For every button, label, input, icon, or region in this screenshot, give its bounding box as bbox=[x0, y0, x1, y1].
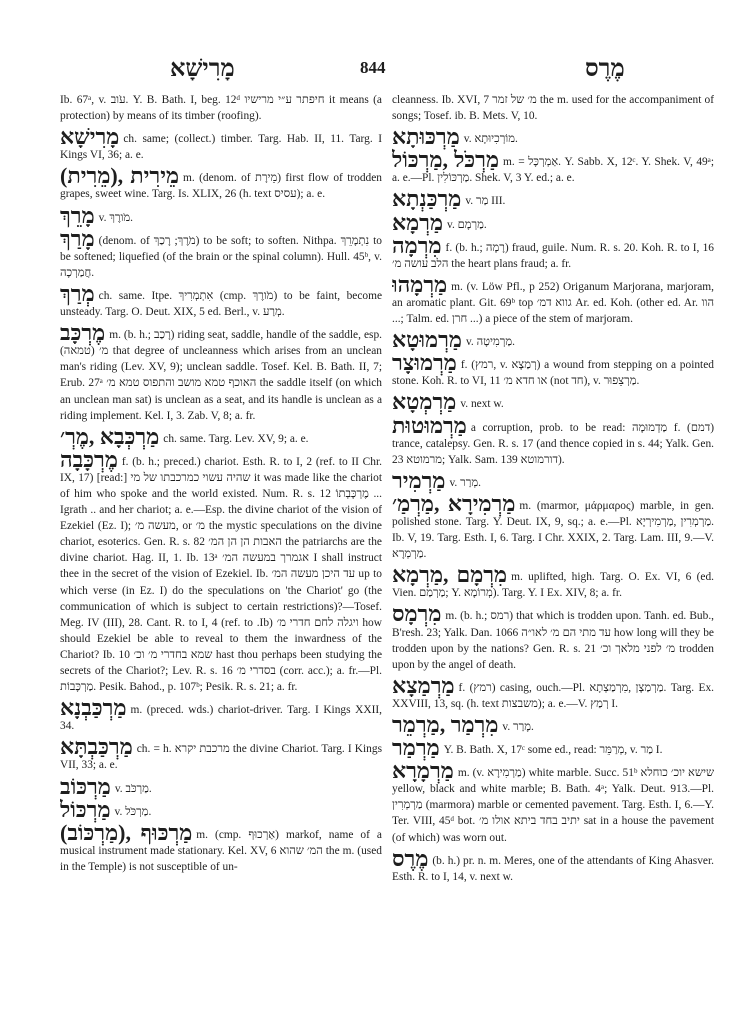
entry-text: v. מְרַר. bbox=[449, 476, 481, 489]
entry-text: v. next w. bbox=[460, 398, 504, 411]
entry-text: (denom. of מֹרֶךְ; רָכַךְ) to be soft; to soften. Nithpa. נִתְמָרֵךְ to be softened; liquefied (of the brain or the spinal column). Hull. 45ᵇ, v. חֲמַרְכָה. bbox=[60, 234, 382, 279]
dictionary-entry bbox=[392, 601, 714, 672]
entry-headword: מָרִישָׁא bbox=[60, 124, 120, 150]
entry-headword: מְרַךְ bbox=[60, 280, 95, 306]
dictionary-entry bbox=[392, 758, 714, 845]
dictionary-entry bbox=[60, 92, 382, 124]
dictionary-entry bbox=[60, 163, 382, 202]
entry-headword: מִרְמָם ,מַרְמָא bbox=[392, 562, 508, 588]
entry-text: ch. = h. מרכבת יקרא the divine Chariot. Targ. I Kings VII, 33; a. e. bbox=[60, 743, 382, 772]
right-column bbox=[392, 92, 714, 997]
entry-headword: מַרְמָהוּ bbox=[392, 271, 448, 297]
dictionary-entry bbox=[392, 735, 714, 761]
left-column bbox=[60, 92, 382, 997]
page-number: 844 bbox=[360, 58, 386, 77]
entry-text: v. מַרְמִיטָה. bbox=[465, 336, 515, 349]
entry-text: cleanness. Ib. XVI, 7 מ׳ של זמר the m. used for the accompaniment of songs; Tosef. ib. B. Mets. V, 10. bbox=[392, 94, 714, 123]
entry-text: v. מַרְמָם. bbox=[447, 218, 487, 231]
dictionary-entry bbox=[392, 672, 714, 712]
entry-headword: מָרֵךְ bbox=[60, 202, 95, 228]
header-right-guide-word: מֶרֶס bbox=[585, 56, 625, 82]
dictionary-entry bbox=[60, 202, 382, 228]
dictionary-entry bbox=[60, 225, 382, 281]
entry-text: m. (marmor, μάρμαρος) marble, in gen. polished stone. Targ. Y. Deut. IX, 9, sq.; a. e.—Pl. מַרְמְרִין ,מַרְמִירְיָא. Ib. V, 19. Targ. Esth. I, 6. Targ. I Chr. XXIX, 2. Targ. Lam. III, 9.—V. מַרְמְרָא. bbox=[392, 499, 714, 561]
dictionary-entry bbox=[392, 562, 714, 601]
entry-text: v. מֹורֶךְ. bbox=[98, 211, 134, 224]
entry-text: m. (cmp. אַרְכוּף) markof, name of a musical instrument made stationary. Kel. XV, 6 המ׳ שהוא the m. (used in the Temple) is not susceptible of un- bbox=[60, 828, 382, 873]
header-left-guide-word: מָרִישָׁא bbox=[170, 56, 235, 82]
entry-text: m. (b. h.; רָכַב) riding seat, saddle, handle of the saddle, esp. מ׳ (טמאה) that degree of uncleanness which arises from an unclean man's riding (Lev. XV, 9); unclean saddle. Tosef. Kel. B. Bath. II, 7; Erub. 27ᵃ האוכף טמא מושב והתפוס טמא מ׳ the saddle itself (on which an unclean man sat) is unclean as a seat, and its handle is unclean as a riding implement. Kel. I, 3. Zab. V, 8; a. fr. bbox=[60, 329, 382, 422]
entry-text: m. uplifted, high. Targ. O. Ex. VI, 6 (ed. Vien. מַרְמַם; Y. מְרוֹמָא). Targ. Y. I Ex. XIV, 8; a. fr. bbox=[392, 571, 714, 600]
dictionary-entry bbox=[392, 124, 714, 150]
entry-headword: מַרְמַר bbox=[392, 735, 440, 761]
dictionary-entry bbox=[60, 695, 382, 734]
entry-text: Y. B. Bath. X, 17ᶜ some ed., read: מְרַמֵּר, v. מַר I. bbox=[443, 744, 663, 757]
dictionary-entry bbox=[60, 446, 382, 695]
entry-headword: מַרְכַּבְתָּא bbox=[60, 734, 133, 760]
dictionary-entry bbox=[392, 92, 714, 124]
entry-headword: מֶרְכָּבָה bbox=[60, 446, 118, 472]
entry-text: m. (b. h.; רמס) that which is trodden upon. Tanh. ed. Bub., B'resh. 23; Yalk. Dan. 1066 עד מתי הם מ׳ לאו״ה how long will they be trodden upon by the nations? Gen. R. s. 21 מ׳ לפני מלאך וכ׳ trodden upon by the angel of death. bbox=[392, 610, 714, 671]
dictionary-entry bbox=[392, 712, 714, 737]
entry-text: ch. same; (collect.) timber. Targ. Hab. II, 11. Targ. I Kings VI, 36; a. e. bbox=[60, 133, 382, 162]
dictionary-entry bbox=[392, 412, 714, 468]
entry-text: Ib. 67ᵃ, v. עֹוב. Y. B. Bath. I, beg. 12ᵈ חיפתר ע״י מרישיו it means (a protection) by means of its timber (roofing). bbox=[60, 94, 382, 123]
dictionary-entry bbox=[60, 819, 382, 875]
entry-headword: מַרְכּוֹל bbox=[60, 796, 111, 822]
entry-headword: מַרְמָרָא bbox=[392, 758, 454, 784]
entry-text: ch. same. Targ. Lev. XV, 9; a. e. bbox=[163, 432, 309, 445]
entry-headword: מֶרְכָּב bbox=[60, 320, 106, 346]
entry-text: m. (v. Löw Pfl., p 252) Origanum Marjorana, marjoram, an aromatic plant. Git. 69ᵇ top גווא דמ׳ Ar. ed. Koh. (other ed. Ar. הוו ...; Talm. ed. חרן ...) a piece of the stem of marjoram. bbox=[392, 280, 714, 326]
dictionary-entry bbox=[392, 271, 714, 327]
dictionary-entry bbox=[60, 773, 382, 799]
entry-headword: מַרְכֹּל ,מַרְכּוֹל bbox=[392, 147, 500, 173]
entry-headword: מָרַךְ bbox=[60, 225, 95, 251]
dictionary-entry bbox=[60, 320, 382, 424]
entry-headword: מִרְמַר ,מַרְמֵר bbox=[392, 712, 499, 737]
entry-text: m. (denom. of מֵירָת) first flow of trodden grapes, sweet wine. Targ. Is. XLIX, 26 (h. text עסיס); a. e. bbox=[60, 172, 382, 201]
entry-text: v. מָרַר. bbox=[502, 721, 534, 733]
entry-headword: מַרְכַּנְתָא bbox=[392, 186, 462, 212]
dictionary-entry bbox=[392, 389, 714, 415]
dictionary-entry bbox=[392, 490, 714, 562]
entry-text: f. (b. h.; preced.) chariot. Esth. R. to I, 2 (ref. to II Chr. IX, 17) [read:] שהיה עשוי כמרכבתו של מי it was made like the chariot of him who spoke and the world existed. Num. R. s. 12 מֶרְכָּבְתוֹ ... Igrath .. and her chariot; a. e.—Esp. the divine chariot of the vision of Ezekiel (Ez. I); מעשה מ׳, or מ׳ the mystic speculations on the divine chariot, esoterics. Gen. R. s. 82 האבות הן הן המ׳ the patriarchs are the divine chariot. Hag. II, 1. Ib. 13ᵃ אגמרך במעשה המ׳ I shall instruct thee in the secret of the vision of Ezekiel. Ib. עד היכן מעשה המ׳ up to which verse (in Ez. I) do the speculations on 'the Chariot' go (the communication of which is subject to certain restrictions)?—Tosef. Meg. IV (III), 28. Cant. R. to I, 4 (ref. to .Ib) ויגלה לחם חדרי מ׳ how should Ezekiel be able to reveal to them the inwardness of the Chariot? Ib. 10 שמא בחדרי מ׳ וכ׳ hast thou perhaps been studying the secrets of the Chariot?; Lev. R. s. 16 בסדרי מ׳ (corr. acc.); a. fr.—Pl. מַרְכָּבוֹת. Pesik. Bahod., p. 107ᵇ; Pesik. R. s. 21; a. fr. bbox=[60, 455, 382, 694]
entry-text: m. = אַמְרְכָּל. Y. Sabb. X, 12ᶜ. Y. Shek. V, 49ᵃ; a. e.—Pl. מַרְכּוֹלִין. Shek. V, 3 Y. ed.; a. e. bbox=[392, 156, 714, 185]
entry-text: v. מוֹרְכִיוּתָא. bbox=[463, 133, 518, 146]
entry-headword: מַרְכְּבָא ,מֶרְ׳ bbox=[60, 423, 160, 449]
entry-headword: מִרְמָס bbox=[392, 601, 442, 627]
dictionary-entry bbox=[60, 280, 382, 320]
dictionary-entry bbox=[392, 209, 714, 235]
dictionary-entry bbox=[392, 327, 714, 353]
dictionary-entry bbox=[60, 124, 382, 163]
entry-headword: מַרְמוּטָא bbox=[392, 327, 462, 353]
dictionary-entry bbox=[392, 186, 714, 212]
entry-text: v. מַרְכֹּל. bbox=[114, 805, 152, 818]
entry-headword: מַרְמְטָא bbox=[392, 389, 457, 415]
entry-headword: מַרְמוּטוּת bbox=[392, 412, 467, 438]
entry-text: a corruption, prob. to be read: מַדְמוּמָה f. (דמם) trance, catalepsy. Gen. R. s. 17 (and thence copied in s. 44; Yalk. Gen. 23 מרמוטא; Yalk. Sam. 139 דורמוטא). bbox=[392, 421, 714, 466]
dictionary-entry bbox=[392, 845, 714, 885]
dictionary-entry bbox=[392, 350, 714, 389]
entry-text: m. (v. מַרְמִירָא) white marble. Succ. 51ᵇ שישא יוכ׳ כוחלא yellow, black and white marble; B. Bath. 4ᵃ; Yalk. Deut. 913.—Pl. מַרְמְרִין (marmora) marble or cemented pavement. Targ. Esth. I, 6.—Y. Ter. VIII, 45ᵈ bot. יתיב בחד ביתא אולו מ׳ sat in a house the pavement (of which) was worn out. bbox=[392, 767, 714, 844]
dictionary-entry bbox=[60, 796, 382, 822]
entry-headword: מֵירִית ,(מֵרִית) bbox=[60, 163, 180, 189]
entry-text: (b. h.) pr. n. m. Meres, one of the attendants of King Ahasver. Esth. R. to I, 14, v. next w. bbox=[392, 854, 714, 883]
dictionary-entry bbox=[392, 147, 714, 186]
page-header bbox=[60, 56, 710, 86]
entry-headword: מַרְמוּצָר bbox=[392, 350, 457, 376]
entry-headword: מַרְכּוּף ,(מַרְכּוֹב) bbox=[60, 819, 193, 845]
entry-headword: מַרְכַּבְנָא bbox=[60, 695, 127, 721]
dictionary-entry bbox=[392, 467, 714, 493]
entry-headword: מֶרֶס bbox=[392, 845, 429, 871]
entry-text: f. (רמץ, v. רְמַצָא) a wound from stepping on a pointed stone. Koh. R. to VI, 11 או חדא מ׳ (not חד), v. מַרְצֵפוּר. bbox=[392, 359, 714, 388]
entry-text: f. (רמץ) casing, ouch.—Pl. מַרְמַצָן ,מִרְמַצְתָא. Targ. Ex. XXVIII, 13, sq. (h. text משבצות); a. e.—V. רְמַץ I. bbox=[392, 681, 714, 710]
entry-headword: מִרְמָה bbox=[392, 232, 442, 258]
dictionary-entry bbox=[60, 734, 382, 773]
entry-headword: מַרְכּוֹב bbox=[60, 773, 111, 799]
entry-headword: מַרְמַצָא bbox=[392, 672, 455, 698]
dictionary-entry bbox=[392, 232, 714, 272]
entry-headword: מַרְמִיר bbox=[392, 467, 446, 493]
entry-text: m. (preced. wds.) chariot-driver. Targ. I Kings XXII, 34. bbox=[60, 704, 382, 733]
entry-headword: מַרְכּוּתָא bbox=[392, 124, 460, 150]
dictionary-entry bbox=[60, 423, 382, 449]
entry-text: v. מַר III. bbox=[465, 195, 506, 208]
entry-headword: מַרְמִירָא ,מַרְמַ׳ bbox=[392, 490, 516, 516]
entry-text: ch. same. Itpe. אִתְמְרִיךְ (cmp. מֹורֶךְ) to be faint, become unsteady. Targ. O. Deut. XIX, 5 ed. Berl., v. מְרַע. bbox=[60, 289, 382, 319]
entry-headword: מַרְמָא bbox=[392, 209, 444, 235]
entry-text: f. (b. h.; רָמָה) fraud, guile. Num. R. s. 20. Koh. R. to I, 16 הלב עושה מ׳ the heart plans fraud; a. fr. bbox=[392, 241, 714, 270]
entry-text: v. מַרְכֹּב. bbox=[114, 782, 152, 795]
